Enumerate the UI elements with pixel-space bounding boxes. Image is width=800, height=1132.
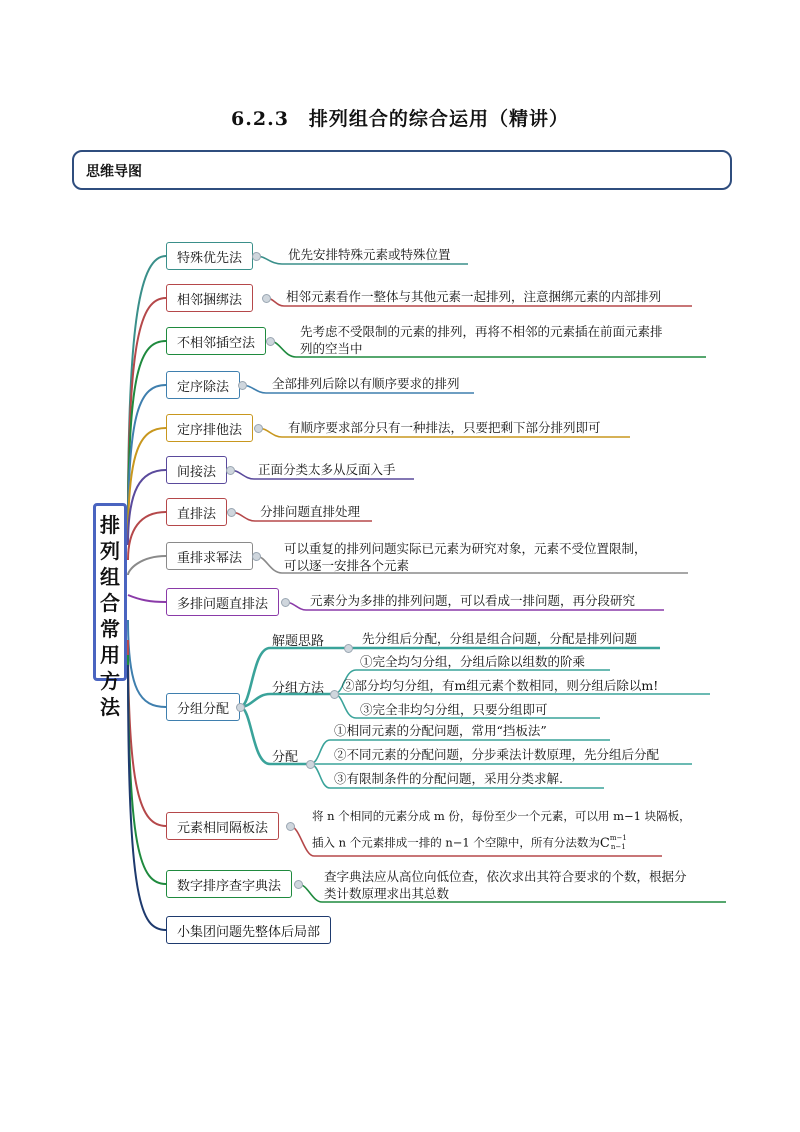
section-label: 思维导图 — [86, 164, 142, 180]
desc-group-method-1: ①完全均匀分组，分组后除以组数的阶乘 — [360, 654, 586, 669]
sub-solution-idea: 解题思路 — [272, 634, 325, 649]
branch-group-assign: 分组分配 — [166, 693, 240, 721]
desc-dictionary-lookup-1: 查字典法应从高位向低位查，依次求出其符合要求的个数，根据分 — [324, 869, 687, 884]
connector-knob — [254, 424, 263, 433]
root-node — [93, 503, 127, 719]
branch-special-priority: 特殊优先法 — [166, 242, 253, 270]
connector-knob — [294, 880, 303, 889]
connector-knob — [238, 381, 247, 390]
desc-fixed-order-exclusive: 有顺序要求部分只有一种排法，只要把剩下部分排列即可 — [288, 420, 601, 435]
desc-dictionary-lookup-2: 类计数原理求出其总数 — [324, 886, 450, 901]
connector-knob — [281, 598, 290, 607]
connector-knob — [306, 760, 315, 769]
desc-nonadjacent-insert-2: 列的空当中 — [300, 341, 363, 356]
branch-repeat-power: 重排求幂法 — [166, 542, 253, 570]
desc-group-method-3: ③完全非均匀分组，只要分组即可 — [360, 702, 548, 717]
connector-knob — [266, 337, 275, 346]
desc-indirect: 正面分类太多从反面入手 — [258, 462, 396, 477]
branch-nonadjacent-insert: 不相邻插空法 — [166, 327, 266, 355]
desc-nonadjacent-insert-1: 先考虑不受限制的元素的排列，再将不相邻的元素插在前面元素排 — [300, 324, 663, 339]
desc-assign-2: ②不同元素的分配问题，分步乘法计数原理，先分组后分配 — [334, 747, 660, 762]
desc-direct-row: 分排问题直排处理 — [260, 504, 361, 519]
connector-knob — [262, 294, 271, 303]
root-label: 排 列 组 合 常 用 方 法 — [100, 513, 120, 719]
desc-repeat-power-1: 可以重复的排列问题实际已元素为研究对象，元素不受位置限制， — [284, 541, 647, 556]
connector-knob — [226, 466, 235, 475]
branch-multi-row: 多排问题直排法 — [166, 588, 279, 616]
branch-adjacent-bundle: 相邻捆绑法 — [166, 284, 253, 312]
desc-adjacent-bundle: 相邻元素看作一整体与其他元素一起排列，注意捆绑元素的内部排列 — [286, 289, 662, 304]
connector-knob — [236, 703, 245, 712]
desc-assign-3: ③有限制条件的分配问题，采用分类求解. — [334, 771, 563, 786]
connector-knob — [252, 252, 261, 261]
connector-knob — [286, 822, 295, 831]
connector-knob — [344, 644, 353, 653]
desc-fixed-order-divide: 全部排列后除以有顺序要求的排列 — [272, 376, 460, 391]
connector-knob — [330, 690, 339, 699]
sub-group-method: 分组方法 — [272, 681, 325, 696]
page-title: 6.2.3 排列组合的综合运用（精讲） — [231, 108, 569, 130]
connector-knob — [227, 508, 236, 517]
desc-special-priority: 优先安排特殊元素或特殊位置 — [288, 247, 451, 262]
desc-partition-board-1: 将 n 个相同的元素分成 m 份，每份至少一个元素，可以用 m−1 块隔板， — [312, 809, 691, 823]
branch-direct-row: 直排法 — [166, 498, 227, 526]
connector-knob — [252, 552, 261, 561]
desc-partition-board-2: 插入 n 个元素排成一排的 n−1 个空隙中，所有分法数为 C m−1 n−1 — [312, 834, 627, 851]
branch-fixed-order-exclusive: 定序排他法 — [166, 414, 253, 442]
combination-formula: C m−1 n−1 — [599, 834, 627, 851]
sub-assign: 分配 — [272, 750, 299, 765]
desc-repeat-power-2: 可以逐一安排各个元素 — [284, 558, 410, 573]
desc-solution-idea: 先分组后分配，分组是组合问题，分配是排列问题 — [362, 631, 638, 646]
branch-indirect: 间接法 — [166, 456, 227, 484]
branch-partition-board: 元素相同隔板法 — [166, 812, 279, 840]
branch-dictionary-lookup: 数字排序查字典法 — [166, 870, 292, 898]
desc-assign-1: ①相同元素的分配问题，常用“挡板法” — [334, 723, 547, 738]
desc-multi-row: 元素分为多排的排列问题，可以看成一排问题，再分段研究 — [310, 593, 636, 608]
desc-group-method-2: ②部分均匀分组，有m组元素个数相同，则分组后除以m! — [342, 678, 659, 693]
branch-fixed-order-divide: 定序除法 — [166, 371, 240, 399]
branch-small-group: 小集团问题先整体后局部 — [166, 916, 331, 944]
